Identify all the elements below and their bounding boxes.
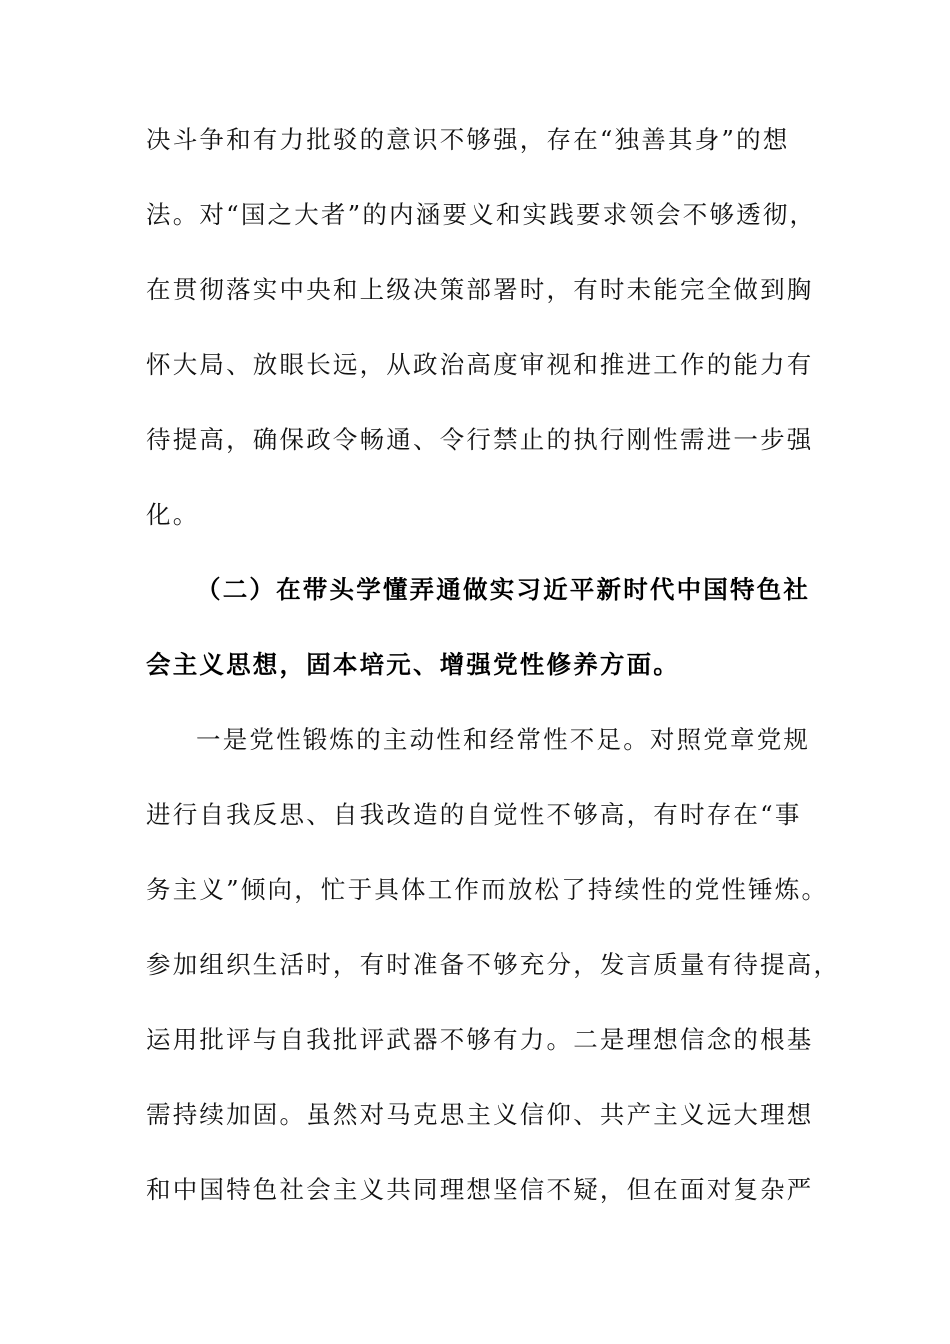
paragraph-line: 和中国特色社会主义共同理想坚信不疑，但在面对复杂严 <box>146 1175 814 1204</box>
paragraph-line: 运用批评与自我批评武器不够有力。二是理想信念的根基 <box>146 1025 814 1054</box>
paragraph-line: 务主义”倾向，忙于具体工作而放松了持续性的党性锤炼。 <box>146 875 829 904</box>
paragraph-line: 进行自我反思、自我改造的自觉性不够高，有时存在“事 <box>146 800 802 829</box>
paragraph-line: 需持续加固。虽然对马克思主义信仰、共产主义远大理想 <box>146 1100 814 1129</box>
section-heading-line: 会主义思想，固本培元、增强党性修养方面。 <box>146 650 680 679</box>
paragraph-line: 参加组织生活时，有时准备不够充分，发言质量有待提高， <box>146 950 841 979</box>
section-heading-line: （二）在带头学懂弄通做实习近平新时代中国特色社 <box>196 575 811 604</box>
paragraph-line: 决斗争和有力批驳的意识不够强，存在“独善其身”的想 <box>146 125 790 154</box>
paragraph-line: 在贯彻落实中央和上级决策部署时，有时未能完全做到胸 <box>146 275 814 304</box>
paragraph-line: 怀大局、放眼长远，从政治高度审视和推进工作的能力有 <box>146 350 814 379</box>
paragraph-line: 化。 <box>146 500 200 529</box>
paragraph-line: 待提高，确保政令畅通、令行禁止的执行刚性需进一步强 <box>146 425 814 454</box>
paragraph-line: 一是党性锻炼的主动性和经常性不足。对照党章党规 <box>196 725 811 754</box>
paragraph-line: 法。对“国之大者”的内涵要义和实践要求领会不够透彻， <box>146 200 817 229</box>
